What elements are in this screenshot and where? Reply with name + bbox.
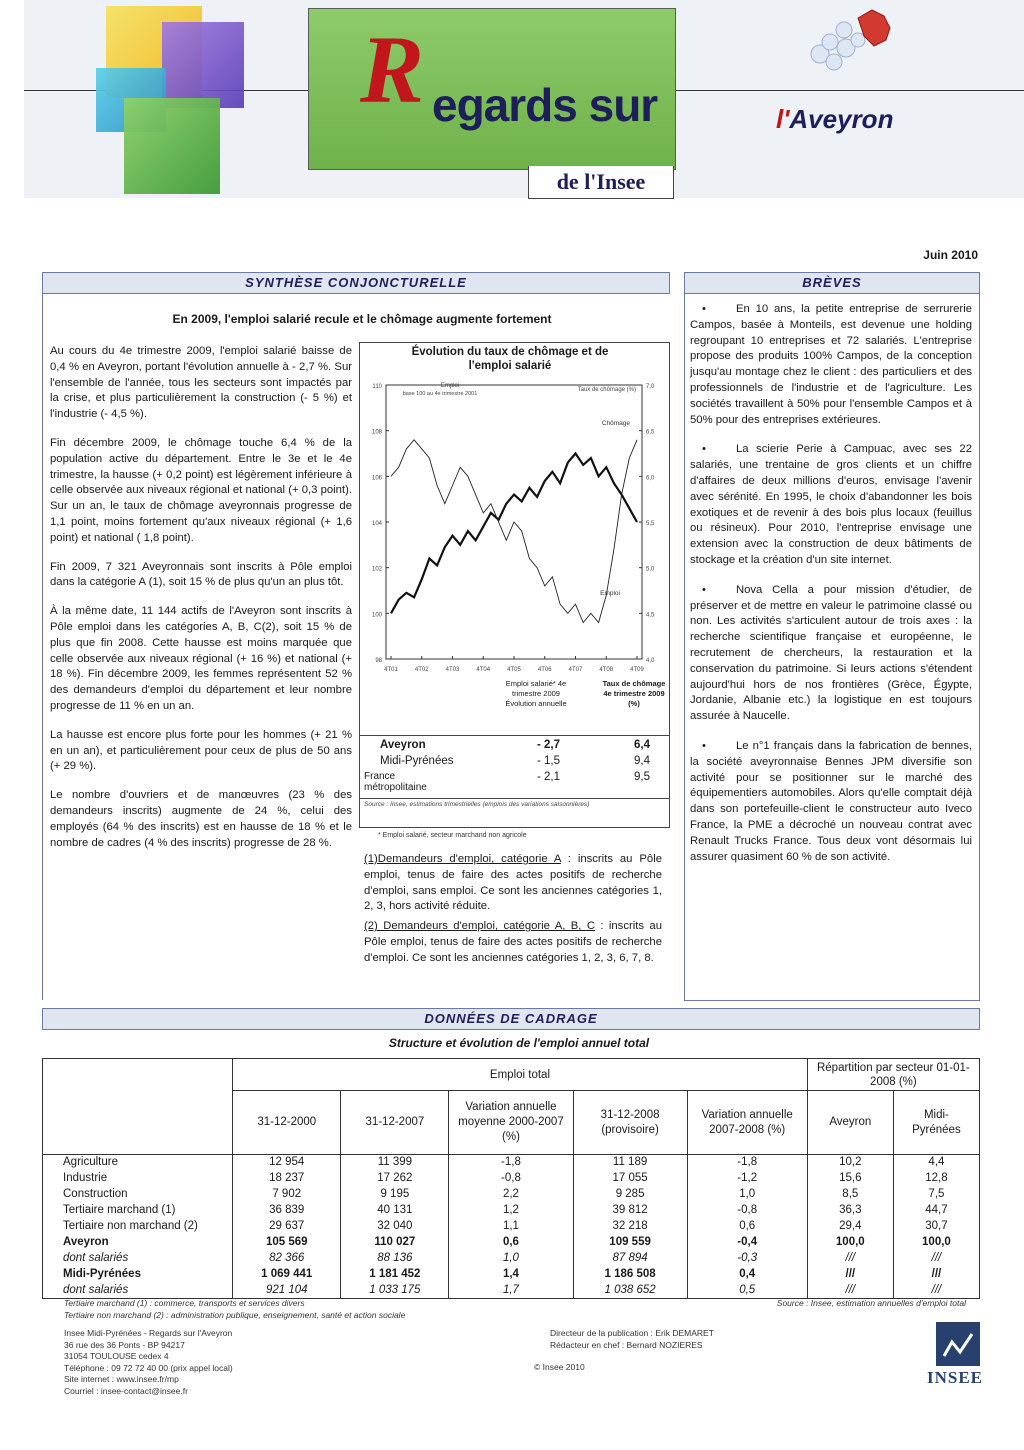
chart-table-head-chomage: Taux de chômage 4e trimestre 2009 (%) [602, 679, 666, 708]
synthese-paragraph: La hausse est encore plus forte pour les hommes (+ 21 % en un an), et particulièrement pour ceux de plus de 50 ans (+ 29 %). [50, 728, 352, 773]
x-tick-label: 4T06 [537, 667, 552, 673]
table-cell: 12,8 [893, 1171, 979, 1187]
column-header: Variation annuelle moyenne 2000-2007 (%) [449, 1091, 573, 1155]
table-cell: 36,3 [807, 1203, 893, 1219]
table-cell: 11 189 [573, 1155, 687, 1171]
header-emploi-total: Emploi total [233, 1059, 808, 1091]
table-cell: 88 136 [341, 1251, 449, 1267]
table-cell: 1,1 [449, 1219, 573, 1235]
row-label: Tertiaire marchand (1) [43, 1203, 233, 1219]
left-tick-label: 98 [375, 658, 382, 664]
table-cell: /// [807, 1251, 893, 1267]
right-tick-label: 4,5 [646, 612, 655, 619]
table-cell: /// [807, 1267, 893, 1283]
cadrage-heading: DONNÉES DE CADRAGE [42, 1008, 980, 1030]
synthese-frame [42, 292, 669, 1000]
table-cell: 4,4 [893, 1155, 979, 1171]
insee-logo [922, 1322, 988, 1394]
table-row [43, 1267, 980, 1283]
x-tick-label: 4T01 [384, 667, 398, 673]
row-label: dont salariés [43, 1283, 233, 1299]
table-cell: /// [807, 1283, 893, 1299]
breve-item: • La scierie Perie à Campuac, avec ses 22 salariés, une trentaine de gros clients et un chiffre d'affaires de deux millions d'euros, envisage l'avenir avec sérénité. En 1995, le choix d'abandonner les bois exotiques et de revenir à des bois plus locaux (feuillus ou résineux). Pour 2010, l'entreprise envisage une extension avec la construction de deux bâtiments de stockage et la création d'un site internet. [690, 443, 972, 566]
logo-squares [96, 6, 246, 196]
x-tick-label: 4T04 [476, 667, 491, 673]
row-label: Aveyron [43, 1235, 233, 1251]
table-cell: 30,7 [893, 1219, 979, 1235]
table-cell: 1 069 441 [233, 1267, 341, 1283]
cadrage-note-1: Tertiaire marchand (1) : commerce, transports et services divers [64, 1298, 305, 1308]
table-cell: 17 262 [341, 1171, 449, 1187]
table-cell: 1,0 [449, 1251, 573, 1267]
table-cell: -1,8 [687, 1155, 807, 1171]
row-label: Construction [43, 1187, 233, 1203]
footer-copyright: © Insee 2010 [534, 1362, 585, 1372]
table-cell: -1,2 [687, 1171, 807, 1187]
chart-title: Évolution du taux de chômage et de l'emploi salarié [411, 346, 609, 372]
row-emploi: - 2,7 [536, 739, 560, 751]
table-cell: 9 285 [573, 1187, 687, 1203]
table-cell: /// [893, 1283, 979, 1299]
row-emploi: - 1,5 [536, 755, 560, 767]
row-label: Midi-Pyrénées [43, 1267, 233, 1283]
column-header: 31-12-2007 [341, 1091, 449, 1155]
table-cell: 7 902 [233, 1187, 341, 1203]
table-cell: 0,6 [687, 1219, 807, 1235]
breve-item: • En 10 ans, la petite entreprise de serrurerie Campos, basée à Monteils, est devenue une holding regroupant 10 entreprises et 72 salariés. L'entreprise propose des produits 100% Campos, de la conception jusqu'au montage chez le client : des particuliers et des professionnels de l'industrie et de l'agriculture. Les sociétés travaillent à 50% pour l'ensemble Campos et à 50% pour des entreprises extérieures. [690, 303, 972, 426]
header-rule-right [674, 90, 1024, 91]
table-row [43, 1155, 980, 1171]
x-tick-label: 4T09 [630, 667, 644, 673]
footer-address-line: Téléphone : 09 72 72 40 00 (prix appel local) [64, 1362, 233, 1373]
table-cell: 87 894 [573, 1251, 687, 1267]
note-text: : inscrits au Pôle emploi, tenus de faire des actes positifs de recherche d'emploi, sans emploi. Ce sont les anciennes catégories 1, 2, 3, hors activité réduite. [364, 853, 662, 913]
row-chomage: 9,4 [634, 755, 650, 767]
table-cell: 82 366 [233, 1251, 341, 1267]
region-name [776, 104, 893, 135]
table-cell: 7,5 [893, 1187, 979, 1203]
table-cell: 12 954 [233, 1155, 341, 1171]
table-cell: /// [893, 1267, 979, 1283]
title-initial: R [360, 16, 425, 123]
right-tick-label: 7,0 [646, 384, 655, 390]
x-tick-label: 4T02 [414, 667, 429, 673]
table-row [43, 1283, 980, 1299]
column-header: Aveyron [807, 1091, 893, 1155]
region-label: Aveyron [789, 104, 894, 134]
column-header: Midi-Pyrénées [893, 1091, 979, 1155]
table-cell: 9 195 [341, 1187, 449, 1203]
table-cell: 921 104 [233, 1283, 341, 1299]
right-axis-label: Taux de chômage (%) [577, 387, 636, 393]
table-cell: -0,8 [687, 1203, 807, 1219]
synthese-paragraph: À la même date, 11 144 actifs de l'Aveyron sont inscrits à Pôle emploi dans les catégories A, B, C(2), soit 15 % de plus que fin 2008. Cette hausse est moins marquée que celle observée aux niveaux régional (+ 16 %) et national (+ 18 %). Fin décembre 2009, les femmes représentent 52 % des demandeurs d'emploi du département et leur nombre progresse de 11 % en un an. [50, 605, 352, 712]
footer-address-line[interactable]: Site internet : www.insee.fr/mp [64, 1374, 179, 1384]
breves-heading: BRÈVES [684, 272, 980, 294]
left-axis-sublabel: base 100 au 4e trimestre 2001 [402, 391, 478, 397]
table-cell: 1,0 [687, 1187, 807, 1203]
column-header: 31-12-2008 (provisoire) [573, 1091, 687, 1155]
x-tick-label: 4T07 [568, 667, 583, 673]
row-name: Midi-Pyrénées [380, 755, 454, 767]
right-tick-label: 4,0 [646, 658, 655, 664]
right-tick-label: 5,0 [646, 566, 655, 573]
chomage-series-label: Chômage [601, 420, 630, 427]
row-label: Industrie [43, 1171, 233, 1187]
note-label: (2) Demandeurs d'emploi, catégorie A, B, C [364, 920, 595, 933]
footer-address-line: Insee Midi-Pyrénées - Regards sur l'Aveyron [64, 1328, 233, 1338]
footer-address-line[interactable]: Courriel : insee-contact@insee.fr [64, 1385, 188, 1396]
table-cell: 1 038 652 [573, 1283, 687, 1299]
table-cell: 1,4 [449, 1267, 573, 1283]
table-cell: 0,6 [449, 1235, 573, 1251]
left-tick-label: 106 [371, 475, 382, 482]
footer-address-line: 36 rue des 36 Ponts - BP 94217 [64, 1339, 185, 1350]
region-prefix: l' [776, 104, 790, 134]
footer-address [64, 1328, 233, 1397]
table-cell: 0,5 [687, 1283, 807, 1299]
synthese-paragraph: Au cours du 4e trimestre 2009, l'emploi salarié baisse de 0,4 % en Aveyron, portant l'évolution annuelle à - 2,7 %. Sur l'ensemble de l'année, tous les secteurs sont impactés par la crise, et plus particulièrement la construction (- 5 %) et l'industrie (- 4,5 %). [50, 345, 352, 421]
table-cell: 1,2 [449, 1203, 573, 1219]
table-cell: -0,4 [687, 1235, 807, 1251]
left-tick-label: 104 [371, 521, 382, 527]
left-tick-label: 102 [371, 566, 382, 573]
x-tick-label: 4T05 [507, 667, 521, 673]
table-cell: 32 218 [573, 1219, 687, 1235]
row-emploi: - 2,1 [536, 771, 560, 783]
table-cell: 40 131 [341, 1203, 449, 1219]
x-tick-label: 4T08 [599, 667, 614, 673]
table-cell: 11 399 [341, 1155, 449, 1171]
table-cell: 1 186 508 [573, 1267, 687, 1283]
synthese-paragraph: Fin décembre 2009, le chômage touche 6,4 % de la population active du département. Entre le 3e et le 4e trimestre, la hausse (+ 0,2 point) est légèrement inférieure à celle observée aux niveaux régional et national (+ 0,3 point). Sur un an, le taux de chômage aveyronnais progresse de 1,1 point, moins fortement qu'aux niveaux régional (+ 1,6 point) et national ( 1,8 point). [50, 436, 352, 544]
table-cell: 1 033 175 [341, 1283, 449, 1299]
table-cell: 1 181 452 [341, 1267, 449, 1283]
region-map-icon [800, 4, 896, 84]
table-cell: 100,0 [893, 1235, 979, 1251]
row-name: France métropolitaine [364, 771, 427, 793]
row-label: Agriculture [43, 1155, 233, 1171]
left-tick-label: 100 [371, 612, 382, 619]
table-row [43, 1235, 980, 1251]
row-name: Aveyron [380, 739, 426, 751]
table-cell: 36 839 [233, 1203, 341, 1219]
table-cell: 0,4 [687, 1267, 807, 1283]
table-cell: 105 569 [233, 1235, 341, 1251]
table-cell: -0,3 [687, 1251, 807, 1267]
table-row [43, 1203, 980, 1219]
table-cell: -0,8 [449, 1171, 573, 1187]
insee-logo-icon [922, 1322, 988, 1368]
column-header: 31-12-2000 [233, 1091, 341, 1155]
synthese-paragraph: Le nombre d'ouvriers et de manœuvres (23 % des demandeurs inscrits) augmente de 24 %, celui des employés (64 % des inscrits) est en hausse de 18 % et le nombre de cadres (4 % des inscrits) progresse de 28 %. [50, 789, 352, 849]
cadrage-table [42, 1058, 980, 1299]
synthese-paragraph: Fin 2009, 7 321 Aveyronnais sont inscrits à Pôle emploi dans la catégorie A (1), soit 15 % de plus qu'un an plus tôt. [50, 560, 352, 589]
table-cell: 1,7 [449, 1283, 573, 1299]
cadrage-note-2: Tertiaire non marchand (2) : administration publique, enseignement, santé et action sociale [64, 1310, 406, 1320]
table-cell: /// [893, 1251, 979, 1267]
table-cell: -1,8 [449, 1155, 573, 1171]
row-chomage: 9,5 [634, 771, 650, 783]
breve-item: • Le n°1 français dans la fabrication de bennes, la société aveyronnaise Bennes JPM diversifie son activité pour se positionner sur le marché des équipementiers automobiles. Alors qu'elle comptait déjà dans son portefeuille-client le constructeur auto Iveco France, la PME a décroché un nouveau contrat avec Renault Trucks France. Tous deux vont désormais lui assurer quasiment 60 % de son activité. [690, 739, 972, 863]
left-tick-label: 108 [371, 429, 382, 436]
issue-date: Juin 2010 [923, 248, 978, 262]
table-cell: 100,0 [807, 1235, 893, 1251]
table-cell: 39 812 [573, 1203, 687, 1219]
table-cell: 44,7 [893, 1203, 979, 1219]
insee-logo-text: INSEE [926, 1368, 984, 1387]
right-tick-label: 6,0 [646, 475, 655, 482]
synthese-headline: En 2009, l'emploi salarié recule et le chômage augmente fortement [172, 312, 552, 326]
right-tick-label: 6,5 [646, 429, 655, 436]
breve-item: • Nova Cella a pour mission d'étudier, de préserver et de mettre en valeur le patrimoine classé ou non. Les activités s'articulent autour de trois axes : la recherche scientifique française et européenne, le recrutement de chercheurs, la restauration et la conservation du patrimoine. Si leurs actions s'étendent aujourd'hui hors de nos frontières (Grèce, Égypte, Jordanie, Albanie etc.) la logistique en est toujours assurée à Naucelle. [690, 583, 972, 723]
emploi-series-label: Emploi [600, 590, 620, 597]
cadrage-source: Source : Insee, estimation annuelles d'emploi total [776, 1298, 966, 1308]
note-label: (1)Demandeurs d'emploi, catégorie A [364, 853, 561, 865]
left-tick-label: 110 [372, 384, 382, 390]
publication-title: egards sur [432, 79, 658, 131]
table-row [43, 1171, 980, 1187]
synthese-heading: SYNTHÈSE CONJONCTURELLE [42, 272, 670, 294]
table-cell: 15,6 [807, 1171, 893, 1187]
right-tick-label: 5,5 [646, 521, 655, 527]
x-tick-label: 4T03 [445, 667, 460, 673]
publication-subtitle: de l'Insee [528, 166, 674, 199]
chart-footnote: * Emploi salarié, secteur marchand non agricole [378, 832, 527, 839]
table-cell: 18 237 [233, 1171, 341, 1187]
row-chomage: 6,4 [634, 739, 650, 751]
table-cell: 109 559 [573, 1235, 687, 1251]
chart-source: Source : Insee, estimations trimestrielles (emplois des variations saisonnières) [364, 801, 590, 808]
footer-director: Directeur de la publication : Erik DEMARET [550, 1328, 714, 1338]
left-axis-label: Emploi [440, 383, 460, 389]
cadrage-table-wrap [42, 1058, 980, 1299]
table-cell: 10,2 [807, 1155, 893, 1171]
table-cell: 2,2 [449, 1187, 573, 1203]
footer-editor: Rédacteur en chef : Bernard NOZIERES [550, 1340, 703, 1350]
table-row [43, 1251, 980, 1267]
note-text: : inscrits au Pôle emploi, tenus de faire des actes positifs de recherche d'emploi. Ce sont les anciennes catégories 1, 2, 3, 6, 7, 8. [364, 920, 662, 964]
column-header: Variation annuelle 2007-2008 (%) [687, 1091, 807, 1155]
table-cell: 32 040 [341, 1219, 449, 1235]
table-cell: 8,5 [807, 1187, 893, 1203]
table-cell: 29 637 [233, 1219, 341, 1235]
table-cell: 17 055 [573, 1171, 687, 1187]
chart-table-head-emploi: Emploi salarié* 4e trimestre 2009 Évolution annuelle [505, 679, 567, 708]
table-cell: 110 027 [341, 1235, 449, 1251]
row-label: Tertiaire non marchand (2) [43, 1219, 233, 1235]
row-label: dont salariés [43, 1251, 233, 1267]
table-cell: 29,4 [807, 1219, 893, 1235]
header-repartition: Répartition par secteur 01-01-2008 (%) [807, 1059, 979, 1091]
breves-list [690, 302, 972, 879]
table-row [43, 1219, 980, 1235]
table-row [43, 1187, 980, 1203]
footer-address-line: 31054 TOULOUSE cedex 4 [64, 1351, 169, 1361]
cadrage-table-title: Structure et évolution de l'emploi annuel total [388, 1036, 650, 1050]
